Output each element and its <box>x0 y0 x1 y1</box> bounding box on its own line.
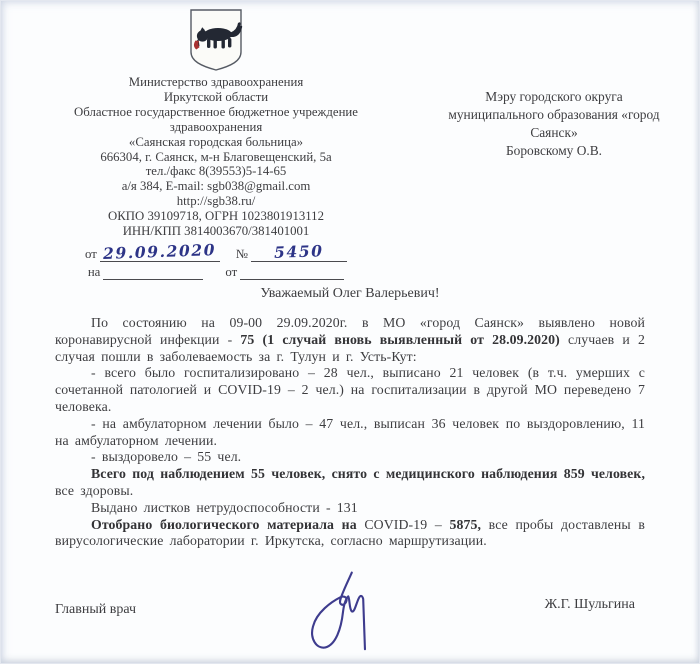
text-segment: случаев и 2 случая пошли в заболеваемость за г. Тулун и г. Усть-Кут: <box>55 331 645 364</box>
position-label: Главный врач <box>55 602 137 618</box>
sender-line: Министерство здравоохранения <box>128 75 304 89</box>
date-field <box>100 242 220 262</box>
text-segment: По состоянию на 09-00 29.09.2020г. в МО «город Саянск» выявлено новой коронавирусной инфекции - <box>55 315 645 347</box>
sender-line: а/я 384, E-mail: sgb038@gmail.com <box>121 179 311 194</box>
addressee-line: муниципального образования «город <box>448 107 660 122</box>
body-paragraph <box>55 416 645 450</box>
bold-text-segment: Всего под наблюдением 55 человек, снято с медицинского наблюдения 859 человек, <box>91 466 645 482</box>
handwritten-date: 29.09.2020 <box>102 240 217 263</box>
sender-line: 666304, г. Саянск, м-н Благовещенский, 5а <box>100 149 332 164</box>
reply-number-field <box>103 266 203 280</box>
bold-text-segment: 5875, <box>449 516 482 532</box>
body-paragraph <box>55 449 645 466</box>
addressee-line: Саянск» <box>530 125 578 140</box>
irkutsk-coat-of-arms-icon <box>187 8 245 72</box>
number-sign-label: № <box>235 246 249 261</box>
number-field <box>251 242 347 262</box>
body-paragraph <box>55 315 645 365</box>
text-segment: все пробы доставлены в вирусологические лаборатории г. Иркутска, согласно маршрутизации. <box>55 516 645 549</box>
na-label: на <box>87 264 101 279</box>
sender-line: «Саянская городская больница» <box>128 134 304 149</box>
reference-row-date-number <box>30 242 402 262</box>
letter-body <box>55 315 645 550</box>
text-segment: COVID-19 – <box>356 516 450 532</box>
addressee-block <box>428 88 680 160</box>
addressee-line: Мэру городского округа <box>485 89 623 104</box>
text-segment: - всего было госпитализировано – 28 чел., выписано 21 человек (в т.ч. умерших с сочетанной патологией и COVID-19 – 2 чел.) на госпитализации в другой МО переведено 7 человека. <box>55 365 645 414</box>
body-paragraph <box>55 500 645 517</box>
sender-line: тел./факс 8(39553)5-14-65 <box>145 164 287 179</box>
sender-line: Иркутской области <box>163 89 269 104</box>
bold-text-segment: 75 (1 случай вновь выявленный от 28.09.2020) <box>240 331 560 347</box>
salutation: Уважаемый Олег Валерьевич! <box>260 286 440 301</box>
body-paragraph <box>55 365 645 415</box>
signer-name: Ж.Г. Шульгина <box>544 597 635 613</box>
sender-lines <box>30 75 402 239</box>
text-segment: все здоровы. <box>55 482 134 498</box>
sender-line: здравоохранения <box>169 119 263 134</box>
sender-line: http://sgb38.ru/ <box>176 194 256 209</box>
sender-line: Областное государственное бюджетное учреждение <box>74 104 358 119</box>
body-paragraph <box>55 517 645 551</box>
text-segment: - выздоровело – 55 чел. <box>91 449 242 465</box>
addressee-line: Боровскому О.В. <box>505 143 603 158</box>
text-segment: - на амбулаторном лечении было – 47 чел., выписан 36 человек по выздоровлению, 11 на амбулаторном лечении. <box>55 415 645 448</box>
reference-row-reply <box>30 265 402 280</box>
bold-text-segment: Отобрано биологического материала на <box>91 516 357 532</box>
sender-line: ОКПО 39109718, ОГРН 1023801913112 <box>108 209 324 224</box>
handwritten-number: 5450 <box>273 241 325 262</box>
handwritten-signature-icon <box>301 566 389 662</box>
sender-line: ИНН/КПП 3814003670/381401001 <box>122 224 310 239</box>
letterhead <box>0 0 700 279</box>
ot2-label: от <box>225 264 238 279</box>
signature-block <box>55 580 645 664</box>
reply-date-field <box>240 266 344 280</box>
ot-label: от <box>84 246 97 261</box>
sender-block <box>30 6 402 280</box>
body-paragraph <box>55 466 645 500</box>
text-segment: Выдано листков нетрудоспособности - 131 <box>91 499 358 515</box>
